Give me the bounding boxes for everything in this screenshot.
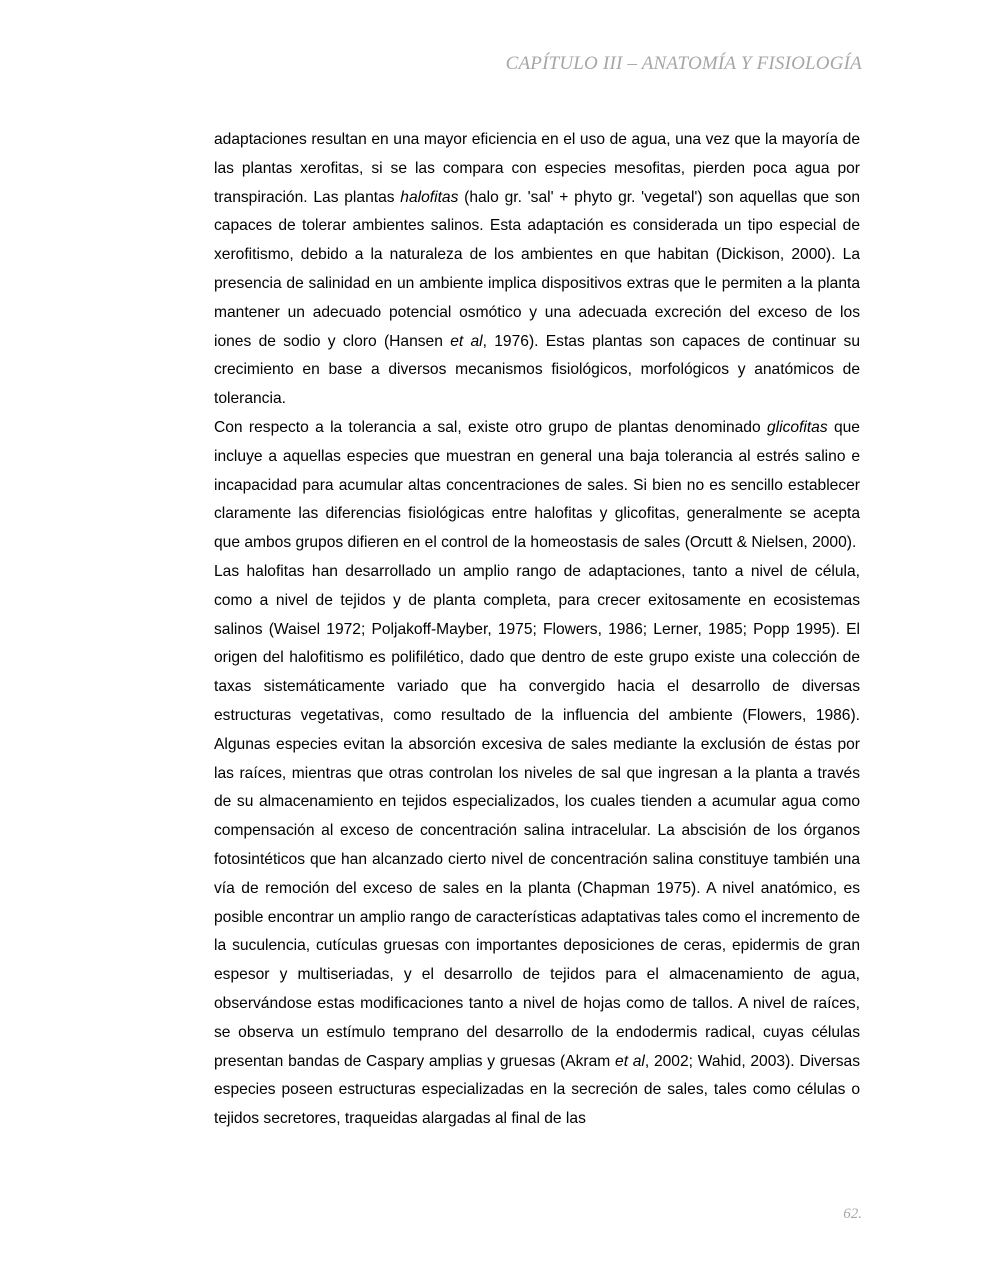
- italic-term-glicofitas: glicofitas: [766, 418, 828, 436]
- paragraph-text: que incluye a aquellas especies que muestran en general una baja tolerancia al estrés salino e incapacidad para acumular altas concentraciones de sales. Si bien no es sencillo establecer claramente las diferencias fisiológicas entre halofitas y glicofitas, generalmente se acepta que ambos grupos difieren en el control de la homeostasis de sales (Orcutt & Nielsen, 2000).: [214, 418, 860, 552]
- paragraph-halofitas: [214, 126, 860, 414]
- paragraph-glicofitas: [214, 414, 860, 558]
- running-header: CAPÍTULO III – ANATOMÍA Y FISIOLOGÍA: [505, 53, 862, 74]
- paragraph-adaptaciones: [214, 558, 860, 1134]
- paragraph-text: , 2002; Wahid, 2003). Diversas especies poseen estructuras especializadas en la secreción de sales, tales como células o tejidos secretores, traqueidas alargadas al final de las: [214, 1052, 860, 1128]
- italic-et-al: et al: [450, 332, 483, 350]
- italic-term-halofitas: halofitas: [400, 188, 459, 206]
- paragraph-text: , 1976). Estas plantas son capaces de continuar su crecimiento en base a diversos mecanismos fisiológicos, morfológicos y anatómicos de tolerancia.: [214, 332, 860, 408]
- paragraph-text: (halo gr. 'sal' + phyto gr. 'vegetal') son aquellas que son capaces de tolerar ambientes salinos. Esta adaptación es considerada un tipo especial de xerofitismo, debido a la naturaleza de los ambientes en que habitan (Dickison, 2000). La presencia de salinidad en un ambiente implica dispositivos extras que le permiten a la planta mantener un adecuado potencial osmótico y una adecuada excreción del exceso de los iones de sodio y cloro (Hansen: [214, 188, 860, 350]
- body-text: [214, 126, 860, 1134]
- paragraph-text: adaptaciones resultan en una mayor eficiencia en el uso de agua, una vez que la mayoría de las plantas xerofitas, si se las compara con especies mesofitas, pierden poca agua por transpiración. Las plantas: [214, 131, 860, 206]
- paragraph-text: Con respecto a la tolerancia a sal, existe otro grupo de plantas denominado: [214, 418, 767, 436]
- paragraph-text: Las halofitas han desarrollado un amplio rango de adaptaciones, tanto a nivel de célula, como a nivel de tejidos y de planta completa, para crecer exitosamente en ecosistemas salinos (Waisel 1972; Poljakoff-Mayber, 1975; Flowers, 1986; Lerner, 1985; Popp 1995). El origen del halofitismo es polifilético, dado que dentro de este grupo existe una colección de taxas sistemáticamente variado que ha convergido hacia el desarrollo de diversas estructuras vegetativas, como resultado de la influencia del ambiente (Flowers, 1986). Algunas especies evitan la absorción excesiva de sales mediante la exclusión de éstas por las raíces, mientras que otras controlan los niveles de sal que ingresan a la planta a través de su almacenamiento en tejidos especializados, los cuales tienden a acumular agua como compensación al exceso de concentración salina intracelular. La abscisión de los órganos fotosintéticos que han alcanzado cierto nivel de concentración salina constituye también una vía de remoción del exceso de sales en la planta (Chapman 1975). A nivel anatómico, es posible encontrar un amplio rango de características adaptativas tales como el incremento de la suculencia, cutículas gruesas con importantes deposiciones de ceras, epidermis de gran espesor y multiseriadas, y el desarrollo de tejidos para el almacenamiento de agua, observándose estas modificaciones tanto a nivel de hojas como de tallos. A nivel de raíces, se observa un estímulo temprano del desarrollo de la endodermis radical, cuyas células presentan bandas de Caspary amplias y gruesas (Akram: [214, 562, 860, 1070]
- italic-et-al: et al: [615, 1052, 645, 1070]
- page-number: 62.: [843, 1206, 862, 1222]
